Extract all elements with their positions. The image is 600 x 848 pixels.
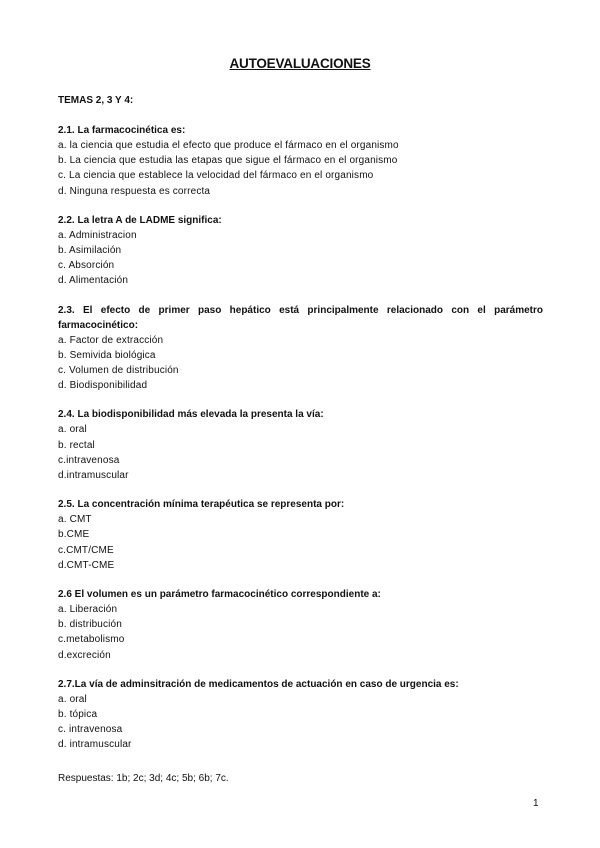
option-b: b.CME [58,529,90,541]
option-a: a. CMT [58,514,92,526]
option-a: a. Factor de extracción [58,334,164,346]
option-c: c. Volumen de distribución [58,365,179,377]
option-c: c. Absorción [58,260,115,272]
page-number: 1 [533,798,539,809]
option-d: d. Biodisponibilidad [58,380,148,392]
option-d: d.CMT-CME [58,559,115,571]
option-b: b. La ciencia que estudia las etapas que sigue el fármaco en el organismo [58,155,398,167]
option-d: d. Ninguna respuesta es correcta [58,185,211,197]
option-b: b. Semivida biológica [58,349,156,361]
option-b: b. Asimilación [58,245,122,257]
question-2-1 [58,123,543,199]
option-d: d.excreción [58,649,111,661]
option-c: c.metabolismo [58,634,125,646]
option-c: c. La ciencia que establece la velocidad del fármaco en el organismo [58,170,374,182]
option-b: b. tópica [58,709,98,721]
option-d: d.intramuscular [58,470,129,482]
question-2-4 [58,407,543,483]
option-d: d. Alimentación [58,275,129,287]
question-2-6 [58,587,543,663]
question-title: 2.4. La biodisponibilidad más elevada la presenta la vía: [58,409,324,421]
option-a: a. Liberación [58,604,118,616]
option-a: a. oral [58,424,87,436]
option-a: a. Administracion [58,229,137,241]
question-title: 2.5. La concentración mínima terapéutica se representa por: [58,499,345,511]
question-title: 2.1. La farmacocinética es: [58,125,186,136]
question-title: 2.7.La vía de adminsitración de medicamentos de actuación en caso de urgencia es: [58,678,459,690]
question-2-2 [58,213,543,289]
option-b: b. distribución [58,619,122,631]
question-title: 2.3. El efecto de primer paso hepático está principalmente relacionado con el parámetro farmacocinético: [58,304,543,331]
option-c: c.CMT/CME [58,544,114,556]
question-2-3 [58,303,543,394]
option-a: a. oral [58,693,87,705]
question-title: 2.2. La letra A de LADME significa: [58,214,222,226]
option-d: d. intramuscular [58,739,132,751]
option-a: a. la ciencia que estudia el efecto que produce el fármaco en el organismo [58,140,399,151]
section-heading: TEMAS 2, 3 Y 4: [58,95,134,106]
question-2-7 [58,677,543,753]
question-2-5 [58,497,543,573]
question-list [58,123,543,767]
page-title: AUTOEVALUACIONES [229,56,371,71]
option-c: c. intravenosa [58,724,123,736]
answer-key: Respuestas: 1b; 2c; 3d; 4c; 5b; 6b; 7c. [58,773,229,784]
question-title: 2.6 El volumen es un parámetro farmacocinético correspondiente a: [58,589,381,601]
option-b: b. rectal [58,439,95,451]
option-c: c.intravenosa [58,454,120,466]
